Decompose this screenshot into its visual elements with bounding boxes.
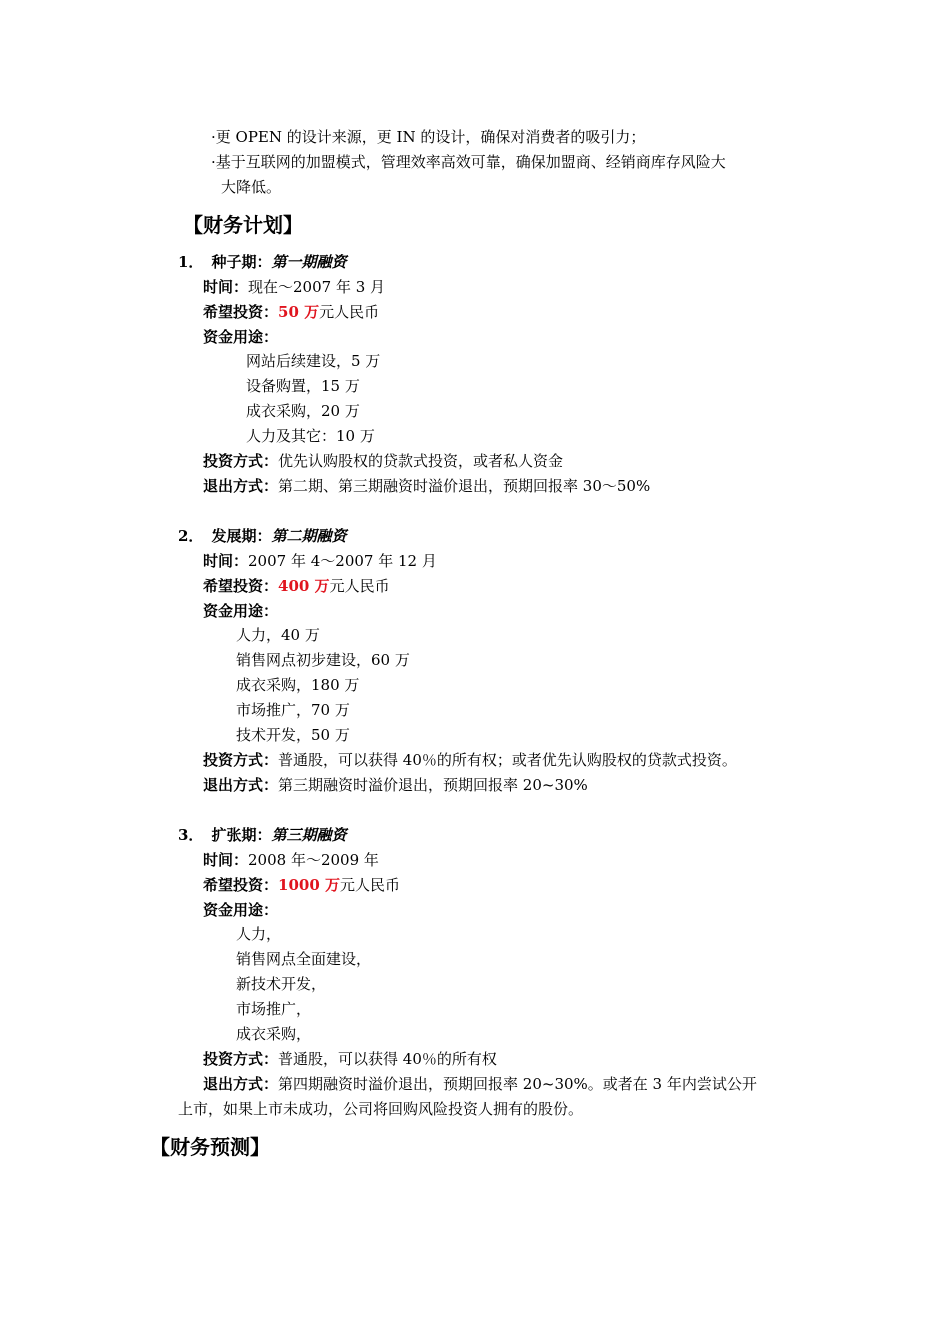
phase3-method-value: 普通股，可以获得 40％的所有权 (278, 1050, 497, 1068)
phase1-method (203, 451, 563, 471)
phase2-method-value: 普通股，可以获得 40％的所有权；或者优先认购股权的贷款式投资。 (278, 751, 737, 769)
phase1-number: 1． (178, 253, 204, 271)
phase3-invest-unit: 元人民币 (340, 876, 401, 894)
phase2-time-label: 时间： (203, 552, 249, 570)
phase2-use-item: 人力，40 万 (236, 626, 320, 644)
phase2-title (178, 526, 346, 546)
phase3-method-label: 投资方式： (203, 1050, 279, 1068)
phase1-invest (203, 302, 379, 322)
phase3-exit (203, 1074, 757, 1094)
phase2-exit-value: 第三期融资时溢价退出，预期回报率 20~30% (278, 776, 588, 794)
phase2-use-item: 技术开发，50 万 (236, 726, 350, 744)
phase3-time (203, 850, 379, 870)
phase1-use-item: 人力及其它：10 万 (246, 427, 375, 445)
phase1-invest-label: 希望投资： (203, 303, 279, 321)
phase3-title (178, 825, 346, 845)
phase2-use-label: 资金用途： (203, 602, 279, 620)
phase2-time (203, 551, 437, 571)
phase3-use-item: 销售网点全面建设， (236, 950, 372, 968)
phase3-invest-label: 希望投资： (203, 876, 279, 894)
phase1-title (178, 252, 346, 272)
phase1-invest-amount: 50 万 (278, 303, 320, 321)
phase2-round: 第二期融资 (271, 527, 347, 545)
phase2-invest-amount: 400 万 (278, 577, 330, 595)
phase1-round: 第一期融资 (271, 253, 347, 271)
phase1-invest-unit: 元人民币 (319, 303, 380, 321)
phase3-method (203, 1049, 497, 1069)
phase3-use-item: 人力， (236, 925, 282, 943)
phase2-use-item: 市场推广，70 万 (236, 701, 350, 719)
phase1-use-label: 资金用途： (203, 328, 279, 346)
phase2-exit-label: 退出方式： (203, 776, 279, 794)
phase2-use-item: 成衣采购，180 万 (236, 676, 360, 694)
phase2-exit (203, 775, 588, 795)
phase3-time-label: 时间： (203, 851, 249, 869)
phase3-use-item: 成衣采购， (236, 1025, 312, 1043)
bullet-line-2: ·基于互联网的加盟模式，管理效率高效可靠，确保加盟商、经销商库存风险大 (211, 153, 726, 171)
phase3-name: 扩张期： (211, 826, 272, 844)
phase2-use-item: 销售网点初步建设，60 万 (236, 651, 410, 669)
phase3-invest-amount: 1000 万 (278, 876, 340, 894)
bullet-line-3: 大降低。 (221, 178, 282, 196)
phase1-method-value: 优先认购股权的贷款式投资，或者私人资金 (278, 452, 564, 470)
phase1-exit-value: 第二期、第三期融资时溢价退出，预期回报率 30～50% (278, 477, 651, 495)
phase1-time-label: 时间： (203, 278, 249, 296)
phase2-method-label: 投资方式： (203, 751, 279, 769)
phase1-exit-label: 退出方式： (203, 477, 279, 495)
phase1-time-value: 现在～2007 年 3 月 (248, 278, 386, 296)
phase3-round: 第三期融资 (271, 826, 347, 844)
phase3-invest (203, 875, 400, 895)
phase3-exit-continued: 上市，如果上市未成功，公司将回购风险投资人拥有的股份。 (178, 1100, 584, 1118)
phase1-exit (203, 476, 650, 496)
phase2-number: 2． (178, 527, 204, 545)
phase2-time-value: 2007 年 4～2007 年 12 月 (248, 552, 437, 570)
phase2-method (203, 750, 737, 770)
phase1-name: 种子期： (211, 253, 272, 271)
phase2-invest (203, 576, 390, 596)
phase1-use-item: 成衣采购，20 万 (246, 402, 360, 420)
phase1-time (203, 277, 385, 297)
phase1-use-item: 设备购置，15 万 (246, 377, 360, 395)
phase2-name: 发展期： (211, 527, 272, 545)
bullet-line-1: ·更 OPEN 的设计来源，更 IN 的设计，确保对消费者的吸引力； (211, 128, 646, 146)
phase2-invest-label: 希望投资： (203, 577, 279, 595)
phase1-use-item: 网站后续建设，5 万 (246, 352, 381, 370)
phase3-use-item: 新技术开发， (236, 975, 327, 993)
phase3-exit-label: 退出方式： (203, 1075, 279, 1093)
phase3-time-value: 2008 年～2009 年 (248, 851, 379, 869)
phase3-use-label: 资金用途： (203, 901, 279, 919)
finance-forecast-heading: 【财务预测】 (150, 1135, 270, 1159)
phase1-method-label: 投资方式： (203, 452, 279, 470)
phase3-exit-value: 第四期融资时溢价退出，预期回报率 20~30%。或者在 3 年内尝试公开 (278, 1075, 757, 1093)
phase2-invest-unit: 元人民币 (329, 577, 390, 595)
phase3-use-item: 市场推广， (236, 1000, 312, 1018)
finance-plan-heading: 【财务计划】 (183, 213, 303, 237)
phase3-number: 3． (178, 826, 204, 844)
